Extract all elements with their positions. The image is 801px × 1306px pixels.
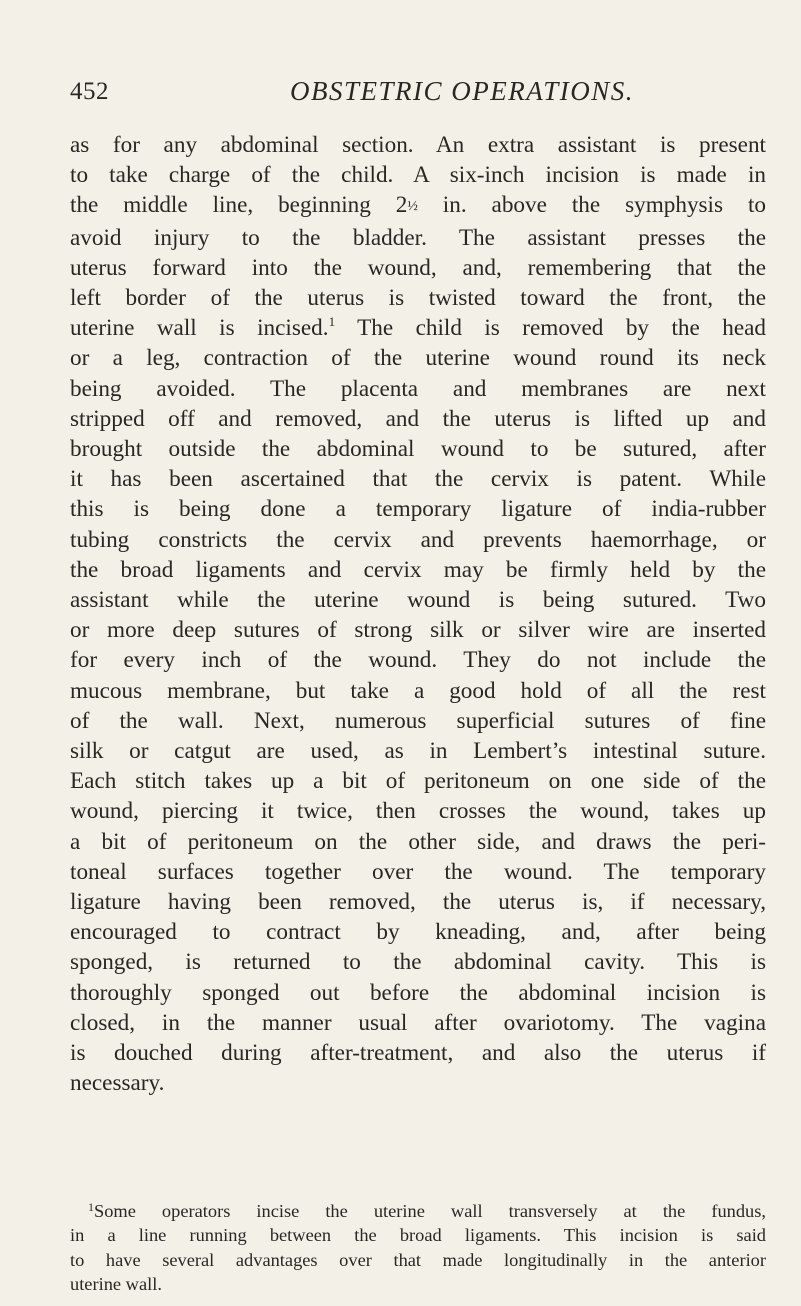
measure-value: 2 (395, 192, 408, 219)
text-line: silk or catgut are used, as in Lembert’s intestinal suture. (70, 738, 766, 765)
text-line: is douched during after-treatment, and also the uterus if (70, 1040, 766, 1067)
text-line: sponged, is returned to the abdominal cavity. This is (70, 949, 766, 976)
footnote-marker: 1 (88, 1200, 94, 1214)
text-line: stripped off and removed, and the uterus is lifted up and (70, 405, 766, 432)
footnote (70, 1199, 766, 1296)
text-line: the broad ligaments and cervix may be firmly held by the (70, 556, 766, 583)
text-line: this is being done a temporary ligature of india-rubber (70, 496, 766, 523)
footnote-line (70, 1199, 766, 1223)
text-line: it has been ascertained that the cervix is patent. While (70, 466, 766, 493)
text-line: ligature having been removed, the uterus is, if necessary, (70, 889, 766, 916)
text-line (70, 313, 766, 343)
text-line: left border of the uterus is twisted toward the front, the (70, 285, 766, 312)
text-line: encouraged to contract by kneading, and, after being (70, 919, 766, 946)
text-line: as for any abdominal section. An extra assistant is present (70, 132, 766, 158)
text-line: wound, piercing it twice, then crosses the wound, takes up (70, 798, 766, 825)
footnote-line: uterine wall. (70, 1273, 162, 1294)
text-fragment: uterine wall is incised. (70, 315, 329, 342)
text-line: Each stitch takes up a bit of peritoneum on one side of the (70, 768, 766, 795)
text-line: of the wall. Next, numerous superficial sutures of fine (70, 707, 766, 734)
text-line: or more deep sutures of strong silk or silver wire are inserted (70, 617, 766, 644)
text-line: avoid injury to the bladder. The assistant presses the (70, 224, 766, 251)
running-title: OBSTETRIC OPERATIONS. (290, 76, 634, 106)
text-line: assistant while the uterine wound is being sutured. Two (70, 587, 766, 614)
text-line: mucous membrane, but take a good hold of all the rest (70, 677, 766, 704)
body-text (70, 130, 766, 1099)
text-line: toneal surfaces together over the wound. The temporary (70, 858, 766, 885)
text-fragment: in. above the symphysis to (417, 192, 766, 219)
text-line: to take charge of the child. A six-inch incision is made in (70, 162, 766, 189)
text-line: thoroughly sponged out before the abdominal incision is (70, 979, 766, 1006)
footnote-reference: 1 (328, 314, 336, 330)
text-line: brought outside the abdominal wound to be sutured, after (70, 436, 766, 463)
running-head (70, 76, 770, 116)
footnote-line: to have several advantages over that made longitudinally in the anterior (70, 1249, 766, 1270)
footnote-line: in a line running between the broad ligaments. This incision is said (70, 1225, 766, 1246)
text-line: or a leg, contraction of the uterine wound round its neck (70, 345, 766, 372)
text-fragment: the middle line, beginning (70, 192, 371, 219)
text-line: a bit of peritoneum on the other side, and draws the peri- (70, 828, 766, 855)
text-line: for every inch of the wound. They do not include the (70, 647, 766, 674)
text-line: necessary. (70, 1070, 165, 1097)
text-line: being avoided. The placenta and membranes are next (70, 375, 766, 402)
text-fragment: The child is removed by the head (335, 315, 766, 342)
text-line: closed, in the manner usual after ovariotomy. The vagina (70, 1009, 766, 1036)
page-number: 452 (70, 78, 109, 105)
text-line: uterus forward into the wound, and, remembering that the (70, 254, 766, 281)
text-line: tubing constricts the cervix and prevents haemorrhage, or (70, 526, 766, 553)
text-line (70, 190, 766, 222)
measure-fraction: ½ (407, 199, 418, 215)
text-fragment: Some operators incise the uterine wall transversely at the fundus, (94, 1201, 766, 1221)
